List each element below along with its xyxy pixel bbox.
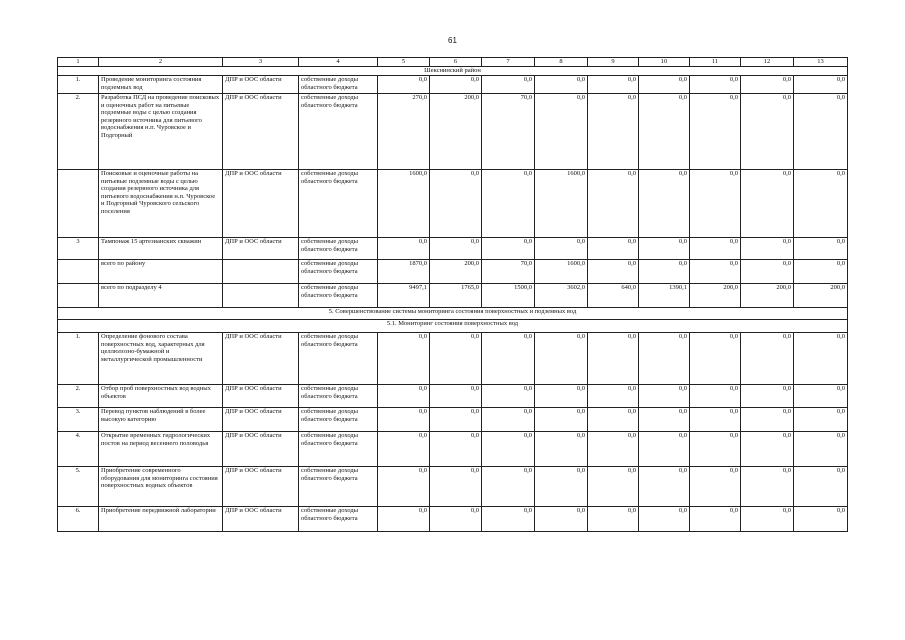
value-cell: 0,0	[639, 333, 690, 385]
value-cell: 0,0	[741, 94, 794, 170]
header-cell: 6	[430, 58, 482, 67]
row-number: 2.	[58, 94, 99, 170]
row-number	[58, 284, 99, 308]
value-cell: 0,0	[482, 385, 535, 408]
value-cell: 70,0	[482, 94, 535, 170]
value-cell: 0,0	[794, 94, 848, 170]
value-cell: 0,0	[741, 333, 794, 385]
header-cell: 4	[299, 58, 378, 67]
value-cell: 0,0	[482, 507, 535, 532]
funding-source-cell: собственные доходы областного бюджета	[299, 333, 378, 385]
value-cell: 0,0	[690, 238, 741, 260]
funding-source-cell: собственные доходы областного бюджета	[299, 408, 378, 432]
value-cell: 0,0	[588, 333, 639, 385]
item-name: Поисковые и оценочные работы на питьевые подземные воды с целью создания резервного источника для питьевого водоснабжения н.п. Чуровское и Подгорный Чуровского сельского поселения	[99, 170, 223, 238]
value-cell: 0,0	[639, 170, 690, 238]
value-cell: 0,0	[690, 408, 741, 432]
value-cell: 0,0	[535, 238, 588, 260]
value-cell: 1500,0	[482, 284, 535, 308]
header-cell: 13	[794, 58, 848, 67]
value-cell: 0,0	[588, 507, 639, 532]
header-cell: 5	[378, 58, 430, 67]
value-cell: 0,0	[639, 385, 690, 408]
value-cell: 0,0	[690, 333, 741, 385]
funding-source-cell: собственные доходы областного бюджета	[299, 432, 378, 467]
table-body	[58, 58, 848, 532]
subsection-title: 5.1. Мониторинг состояния поверхностных вод	[58, 320, 848, 333]
value-cell: 1600,0	[378, 170, 430, 238]
funding-source-cell: собственные доходы областного бюджета	[299, 284, 378, 308]
executor-cell: ДПР и ООС области	[223, 432, 299, 467]
value-cell: 0,0	[794, 260, 848, 284]
value-cell: 640,0	[588, 284, 639, 308]
row-number: 6.	[58, 507, 99, 532]
row-number: 2.	[58, 385, 99, 408]
value-cell: 0,0	[741, 432, 794, 467]
item-name: Приобретение передвижной лаборатории	[99, 507, 223, 532]
value-cell: 0,0	[430, 76, 482, 94]
value-cell: 0,0	[482, 432, 535, 467]
table-row	[58, 238, 848, 260]
value-cell: 0,0	[690, 467, 741, 507]
header-cell: 2	[99, 58, 223, 67]
item-name: Определение фонового состава поверхностных вод, характерных для целлюлозно-бумажной и металлургической промышленности	[99, 333, 223, 385]
value-cell: 270,0	[378, 94, 430, 170]
program-table	[57, 57, 848, 532]
value-cell: 0,0	[535, 432, 588, 467]
value-cell: 0,0	[741, 238, 794, 260]
value-cell: 0,0	[639, 408, 690, 432]
value-cell: 70,0	[482, 260, 535, 284]
value-cell: 0,0	[741, 260, 794, 284]
executor-cell	[223, 284, 299, 308]
item-name: Разработка ПСД на проведение поисковых и оценочных работ на питьевые подземные воды с целью создания резервного источника для питьевого водоснабжения н.п. Чуровское и Подгорный	[99, 94, 223, 170]
value-cell: 0,0	[378, 467, 430, 507]
row-number	[58, 260, 99, 284]
value-cell: 0,0	[794, 507, 848, 532]
value-cell: 0,0	[690, 260, 741, 284]
item-name: Приобретение современного оборудования для мониторинга состояния поверхностных водных объектов	[99, 467, 223, 507]
item-name: Открытие временных гидрологических постов на период весеннего половодья	[99, 432, 223, 467]
page-number: 61	[448, 36, 457, 45]
executor-cell: ДПР и ООС области	[223, 385, 299, 408]
table-row	[58, 333, 848, 385]
value-cell: 0,0	[588, 94, 639, 170]
value-cell: 0,0	[794, 170, 848, 238]
table-row	[58, 76, 848, 94]
value-cell: 0,0	[794, 385, 848, 408]
value-cell: 200,0	[741, 284, 794, 308]
value-cell: 0,0	[535, 76, 588, 94]
value-cell: 0,0	[639, 238, 690, 260]
value-cell: 0,0	[690, 76, 741, 94]
value-cell: 0,0	[741, 76, 794, 94]
district-title-row	[58, 67, 848, 76]
value-cell: 1870,0	[378, 260, 430, 284]
value-cell: 0,0	[588, 76, 639, 94]
value-cell: 0,0	[639, 76, 690, 94]
value-cell: 0,0	[639, 467, 690, 507]
table-row	[58, 260, 848, 284]
value-cell: 0,0	[378, 507, 430, 532]
value-cell: 3602,0	[535, 284, 588, 308]
value-cell: 0,0	[690, 432, 741, 467]
value-cell: 0,0	[690, 507, 741, 532]
row-number: 4.	[58, 432, 99, 467]
value-cell: 0,0	[588, 432, 639, 467]
table-row	[58, 385, 848, 408]
value-cell: 1390,1	[639, 284, 690, 308]
value-cell: 0,0	[588, 467, 639, 507]
value-cell: 9497,1	[378, 284, 430, 308]
value-cell: 0,0	[535, 408, 588, 432]
table-row	[58, 507, 848, 532]
executor-cell: ДПР и ООС области	[223, 170, 299, 238]
value-cell: 0,0	[482, 467, 535, 507]
value-cell: 1600,0	[535, 170, 588, 238]
header-cell: 3	[223, 58, 299, 67]
value-cell: 0,0	[794, 76, 848, 94]
value-cell: 0,0	[794, 408, 848, 432]
subsection-title-row	[58, 320, 848, 333]
value-cell: 0,0	[690, 94, 741, 170]
header-cell: 8	[535, 58, 588, 67]
value-cell: 0,0	[535, 507, 588, 532]
value-cell: 0,0	[482, 76, 535, 94]
table-row	[58, 170, 848, 238]
value-cell: 0,0	[639, 260, 690, 284]
executor-cell: ДПР и ООС области	[223, 507, 299, 532]
value-cell: 0,0	[482, 238, 535, 260]
item-name: Тампонаж 15 артезианских скважин	[99, 238, 223, 260]
value-cell: 0,0	[741, 408, 794, 432]
value-cell: 0,0	[430, 385, 482, 408]
item-name: всего по подразделу 4	[99, 284, 223, 308]
executor-cell: ДПР и ООС области	[223, 76, 299, 94]
funding-source-cell: собственные доходы областного бюджета	[299, 507, 378, 532]
value-cell: 0,0	[482, 170, 535, 238]
section-title: 5. Совершенствование системы мониторинга состояния поверхностных и подземных вод	[58, 308, 848, 320]
value-cell: 0,0	[741, 467, 794, 507]
value-cell: 0,0	[690, 385, 741, 408]
header-cell: 1	[58, 58, 99, 67]
value-cell: 200,0	[690, 284, 741, 308]
value-cell: 1600,0	[535, 260, 588, 284]
value-cell: 0,0	[639, 94, 690, 170]
value-cell: 200,0	[430, 94, 482, 170]
row-number: 5.	[58, 467, 99, 507]
funding-source-cell: собственные доходы областного бюджета	[299, 94, 378, 170]
header-cell: 7	[482, 58, 535, 67]
executor-cell: ДПР и ООС области	[223, 333, 299, 385]
table-row	[58, 432, 848, 467]
header-cell: 11	[690, 58, 741, 67]
value-cell: 0,0	[690, 170, 741, 238]
item-name: Отбор проб поверхностных вод водных объектов	[99, 385, 223, 408]
funding-source-cell: собственные доходы областного бюджета	[299, 170, 378, 238]
value-cell: 0,0	[430, 333, 482, 385]
value-cell: 0,0	[535, 333, 588, 385]
header-cell: 12	[741, 58, 794, 67]
value-cell: 0,0	[430, 467, 482, 507]
value-cell: 0,0	[430, 408, 482, 432]
item-name: Перевод пунктов наблюдений в более высокую категорию	[99, 408, 223, 432]
table-row	[58, 94, 848, 170]
executor-cell: ДПР и ООС области	[223, 408, 299, 432]
funding-source-cell: собственные доходы областного бюджета	[299, 76, 378, 94]
value-cell: 0,0	[378, 238, 430, 260]
table-row	[58, 408, 848, 432]
value-cell: 0,0	[535, 467, 588, 507]
row-number: 1.	[58, 76, 99, 94]
district-title: Шекснинский район	[58, 67, 848, 76]
value-cell: 1765,0	[430, 284, 482, 308]
item-name: Проведение мониторинга состояния подземных вод	[99, 76, 223, 94]
funding-source-cell: собственные доходы областного бюджета	[299, 238, 378, 260]
value-cell: 0,0	[430, 432, 482, 467]
executor-cell: ДПР и ООС области	[223, 94, 299, 170]
value-cell: 0,0	[430, 170, 482, 238]
value-cell: 0,0	[378, 333, 430, 385]
value-cell: 0,0	[741, 170, 794, 238]
executor-cell	[223, 260, 299, 284]
value-cell: 0,0	[588, 408, 639, 432]
value-cell: 0,0	[639, 507, 690, 532]
section-title-row	[58, 308, 848, 320]
row-number: 1.	[58, 333, 99, 385]
value-cell: 0,0	[378, 385, 430, 408]
value-cell: 0,0	[741, 385, 794, 408]
header-cell: 10	[639, 58, 690, 67]
value-cell: 0,0	[794, 333, 848, 385]
executor-cell: ДПР и ООС области	[223, 238, 299, 260]
value-cell: 0,0	[588, 238, 639, 260]
table-row	[58, 467, 848, 507]
value-cell: 0,0	[482, 408, 535, 432]
item-name: всего по району	[99, 260, 223, 284]
value-cell: 0,0	[535, 94, 588, 170]
value-cell: 0,0	[378, 76, 430, 94]
table-row	[58, 284, 848, 308]
funding-source-cell: собственные доходы областного бюджета	[299, 385, 378, 408]
funding-source-cell: собственные доходы областного бюджета	[299, 260, 378, 284]
executor-cell: ДПР и ООС области	[223, 467, 299, 507]
funding-source-cell: собственные доходы областного бюджета	[299, 467, 378, 507]
value-cell: 0,0	[482, 333, 535, 385]
row-number: 3	[58, 238, 99, 260]
value-cell: 0,0	[535, 385, 588, 408]
header-cell: 9	[588, 58, 639, 67]
value-cell: 0,0	[741, 507, 794, 532]
value-cell: 0,0	[794, 467, 848, 507]
value-cell: 0,0	[430, 507, 482, 532]
value-cell: 0,0	[588, 385, 639, 408]
row-number: 3.	[58, 408, 99, 432]
value-cell: 0,0	[794, 238, 848, 260]
value-cell: 0,0	[588, 170, 639, 238]
row-number	[58, 170, 99, 238]
value-cell: 0,0	[430, 238, 482, 260]
value-cell: 0,0	[639, 432, 690, 467]
header-row	[58, 58, 848, 67]
value-cell: 0,0	[588, 260, 639, 284]
value-cell: 0,0	[378, 408, 430, 432]
value-cell: 200,0	[430, 260, 482, 284]
value-cell: 200,0	[794, 284, 848, 308]
value-cell: 0,0	[378, 432, 430, 467]
value-cell: 0,0	[794, 432, 848, 467]
